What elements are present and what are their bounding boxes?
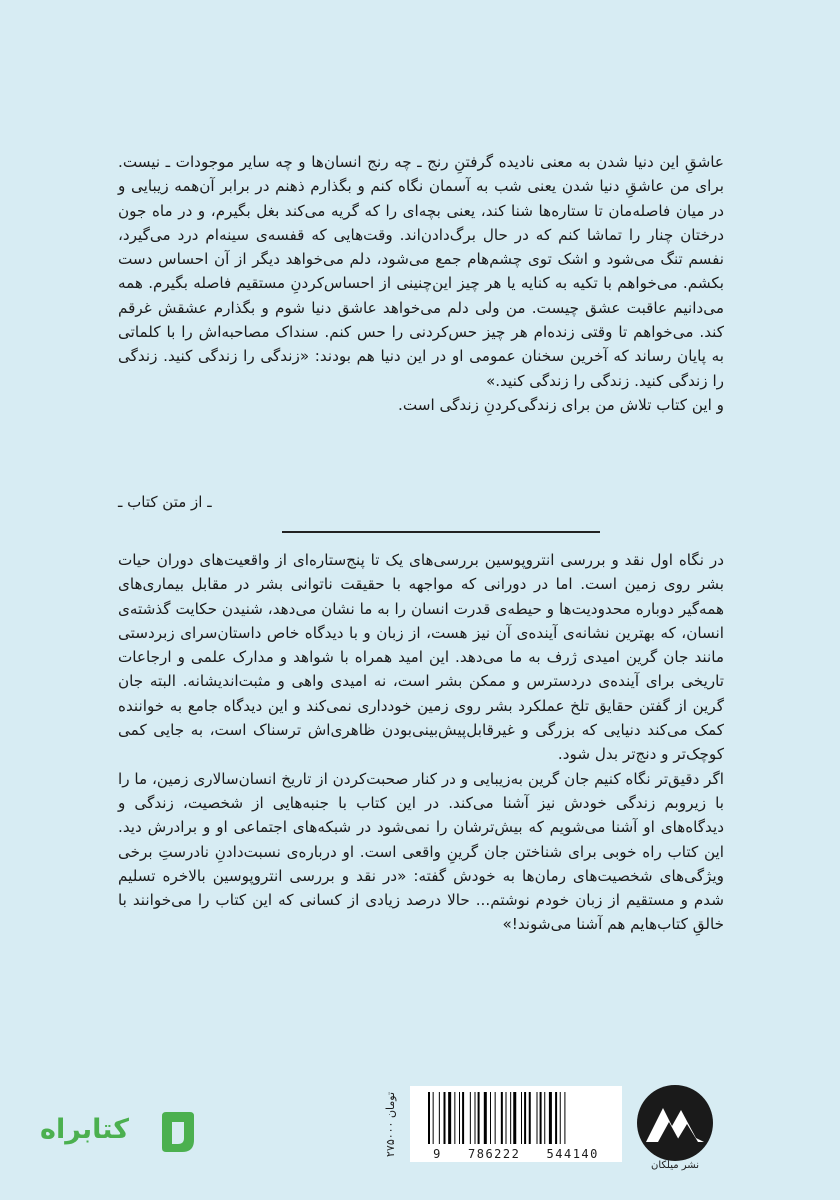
barcode-bar [439,1092,440,1144]
isbn-number: 9 786222 544140 [433,1147,599,1161]
ketabrah-icon [158,1110,198,1154]
publisher-name: نشر میلکان [651,1160,699,1171]
barcode-bar [490,1092,491,1144]
barcode-bar [495,1092,496,1144]
barcode-bar [459,1092,460,1144]
barcode-bar [428,1092,430,1144]
review-paragraph: اگر دقیق‌تر نگاه کنیم جان گرین به‌زیبایی و در کنار صحبت‌کردن از تاریخ انسان‌سالاری زمین، ما را با زیروبم زندگی خودش نیز آشنا می‌کند. در این کتاب با جنبه‌هایی از شخصیت، زندگی و دیدگاه‌های او آشنا می‌شویم که بیش‌ترشان را نمی‌شود در شبکه‌های اجتماعی او و برادرش دید. این کتاب راه خوبی برای شناختن جان گرینِ واقعی است. او درباره‌ی نسبت‌دادنِ نادرستِ برخی ویژگی‌های شخصیت‌های رمان‌ها به خودش گفته: «در نقد و بررسی انتروپوسین بالاخره تسلیم شدم و مستقیم از زبان خودم نوشتم... حالا درصد زیادی از کسانی که این کتاب را می‌خوانند با خالقِ کتاب‌هایم هم آشنا می‌شوند!» [118,769,724,934]
barcode-bar [549,1092,552,1144]
publisher-logo [636,1084,714,1162]
barcode-bar [560,1092,561,1144]
barcode-bar [506,1092,507,1144]
barcode-bar [544,1092,545,1144]
barcode-bar [529,1092,531,1144]
barcode-bar [448,1092,451,1144]
ketabrah-logo [40,1108,200,1158]
barcode-bar [555,1092,557,1144]
barcode-bar [521,1092,522,1144]
barcode-bar [540,1092,542,1144]
price: ۲۷۵۰۰۰ تومان [384,1091,397,1157]
divider [282,531,600,533]
quote-source: ـ از متن کتاب ـ [118,493,212,511]
barcode-bar [501,1092,503,1144]
barcode-bar [470,1092,471,1144]
barcode-bar [454,1092,455,1144]
barcode-bar [475,1092,476,1144]
quote-paragraph: عاشقِ این دنیا شدن به معنی نادیده گرفتنِ رنج ـ چه رنج انسان‌ها و چه سایر موجودات ـ نیست. برای من عاشقِ دنیا شدن یعنی شب به آسمان نگاه کنم و بگذارم ذهنم در برابر آن‌همه زیبایی و در میان فاصله‌مان تا ستاره‌ها شنا کند، یعنی بچه‌ای را که گریه می‌کند بغل بگیرم، و در ماه جون درختان چنار را تماشا کنم که در حال برگ‌دادن‌اند. وقت‌هایی که قفسه‌ی سینه‌ام درد می‌گیرد، نفسم تنگ می‌شود و اشک توی چشم‌هام جمع می‌شود، دلم می‌خواهد دیگر از آن احساس دست بکشم. می‌خواهم با تکیه به کنایه یا هر چیز این‌چنینی از احساس‌کردنِ مستقیم فاصله بگیرم. همه می‌دانیم عاقبت عشق چیست. من ولی دلم می‌خواهد عاشق دنیا شوم و بگذارم عشقش غرقم کند. می‌خواهم تا وقتی زنده‌ام هر چیز حس‌کردنی را حس کنم. سنداک مصاحبه‌اش را با کلماتی به پایان رساند که آخرین سخنان عمومی او در این دنیا هم بودند: «زندگی را زندگی کنید. زندگی را زندگی کنید. زندگی را زندگی کنید.» [118,153,724,390]
barcode-bar [513,1092,516,1144]
barcode-bar [564,1092,565,1144]
barcode-bar [510,1092,511,1144]
ketabrah-wordmark: کتابراه [40,1114,129,1145]
barcode-bar [478,1092,480,1144]
quote-paragraph: و این کتاب تلاش من برای زندگی‌کردنِ زندگی است. [398,395,724,414]
isbn-barcode [410,1086,622,1162]
barcode-bar [433,1092,434,1144]
barcode-bar [524,1092,526,1144]
review-paragraph: در نگاه اول نقد و بررسی انتروپوسین بررسی‌های یک تا پنج‌ستاره‌ای از واقعیت‌های دوران حیات بشر روی زمین است. اما در دورانی که مواجهه با حقیقت ناتوانی بشر در مقابل بیماری‌های همه‌گیر دوباره محدودیت‌ها و حیطه‌ی قدرت انسان را به ما نشان می‌دهد، شنیدن حکایت گذشته‌ی انسان، که بهترین نشانه‌ی آینده‌ی آن نیز هست، از زبان و با دیدگاه خاص داستان‌سرای زبردستی مانند جان گرین امیدی ژرف به ما می‌دهد. این امید همراه با شواهد و مدارک علمی و ارجاعات تاریخی برای آینده‌ی دردسترس و ممکن بشر است، نه امیدی واهی و مثبت‌اندیشانه. البته جان گرین از گفتن حقایق تلخ عملکرد بشر روی زمین خودداری نمی‌کند و این دیدگاه جامع به خواننده کمک می‌کند دنیایی که بزرگی و غیرقابل‌پیش‌بینی‌بودن ظاهری‌اش ترسناک است، به جایی کمی کوچک‌تر و دنج‌تر بدل شود. [118,551,724,764]
barcode-bar [484,1092,487,1144]
barcode-bars [428,1092,604,1144]
barcode-bar [462,1092,464,1144]
back-cover-quote [118,150,724,417]
review-text [118,548,724,937]
barcode-bar [444,1092,446,1144]
barcode-bar [537,1092,538,1144]
